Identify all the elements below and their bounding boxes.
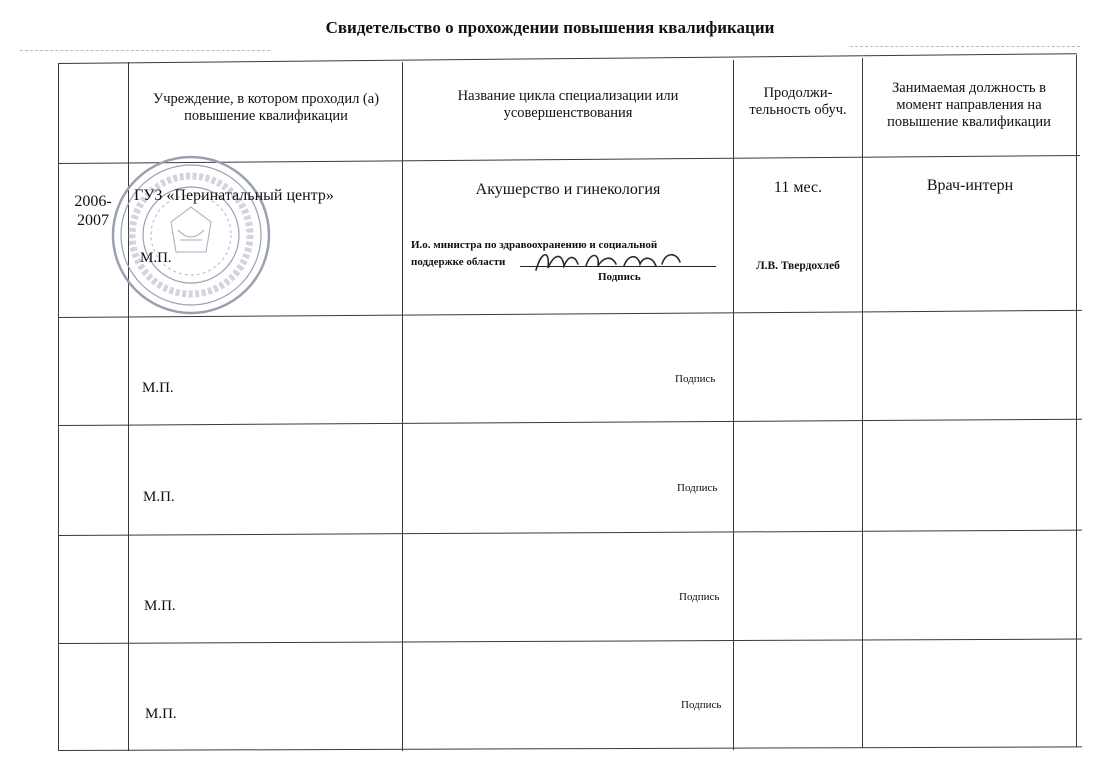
row3-mp: М.П.	[143, 489, 175, 505]
table-border-left	[58, 63, 59, 751]
row1-signer: Л.В. Твердохлеб	[756, 260, 840, 272]
col-divider	[733, 60, 734, 750]
row-divider	[58, 419, 1082, 426]
scan-artifact	[20, 50, 270, 51]
seal-stamp	[108, 152, 274, 318]
row4-signature-caption: Подпись	[679, 591, 720, 603]
header-institution: Учреждение, в котором проходил (а) повышение квалификации	[152, 91, 380, 124]
row-divider	[58, 639, 1082, 644]
row1-years: 2006-2007	[74, 193, 112, 229]
table-border-right	[1076, 55, 1077, 747]
row1-minister-title: И.о. министра по здравоохранению и социальной	[411, 239, 658, 251]
row1-position: Врач-интерн	[926, 177, 1014, 194]
scan-artifact	[850, 46, 1080, 47]
row2-signature-caption: Подпись	[675, 373, 716, 385]
row4-mp: М.П.	[144, 598, 176, 614]
row1-duration: 11 мес.	[773, 179, 823, 196]
row2-mp: М.П.	[142, 380, 174, 396]
row1-mp: М.П.	[140, 250, 172, 266]
col-divider	[862, 58, 863, 748]
row5-signature-caption: Подпись	[681, 699, 722, 711]
header-cycle: Название цикла специализации или усовершенствования	[457, 88, 679, 121]
page-title: Свидетельство о прохождении повышения квалификации	[325, 18, 775, 37]
row1-minister-title-cont: поддержке области	[411, 256, 506, 268]
header-duration: Продолжи-тельность обуч.	[749, 85, 847, 118]
table-border-top	[58, 53, 1077, 64]
col-divider	[402, 62, 403, 751]
table-border-bottom	[58, 746, 1082, 751]
row3-signature-caption: Подпись	[677, 482, 718, 494]
row-divider	[58, 530, 1082, 536]
row5-mp: М.П.	[145, 706, 177, 722]
row1-signature-caption: Подпись	[598, 271, 641, 283]
row1-cycle: Акушерство и гинекология	[475, 181, 661, 198]
row1-institution: ГУЗ «Перинатальный центр»	[134, 187, 334, 204]
header-position: Занимаемая должность в момент направления на повышение квалификации	[887, 80, 1051, 130]
